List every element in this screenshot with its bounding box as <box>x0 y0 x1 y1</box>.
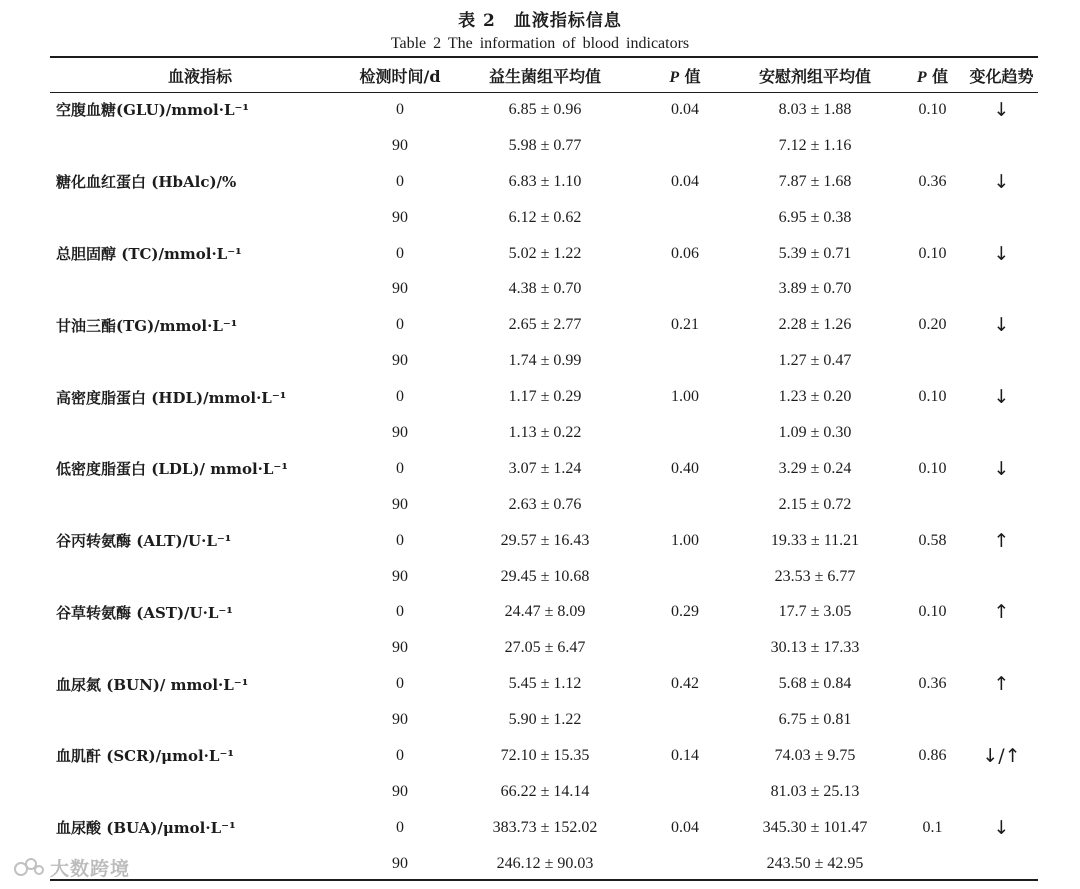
p-value-empty <box>640 200 730 236</box>
table-caption-cn: 表 2 血液指标信息 <box>458 11 622 31</box>
placebo-mean: 1.27 ± 0.47 <box>778 352 852 370</box>
p-value-empty <box>640 271 730 307</box>
trend-arrow: ↓ <box>993 98 1010 121</box>
trend-arrow: ↓ <box>993 170 1010 193</box>
probiotic-mean: 5.98 ± 0.77 <box>508 136 582 154</box>
trend-arrow: ↓ <box>993 816 1010 839</box>
p-value-empty <box>900 128 965 164</box>
probiotic-mean: 27.05 ± 6.47 <box>504 639 586 657</box>
indicator-name: 血尿氮 (BUN)/ mmol·L⁻¹ <box>56 675 249 694</box>
test-time: 90 <box>392 352 408 370</box>
placebo-mean: 23.53 ± 6.77 <box>774 567 856 585</box>
table-caption-en: Table 2 The information of blood indicators <box>390 35 690 52</box>
probiotic-mean: 72.10 ± 15.35 <box>500 746 590 764</box>
p-value-probiotic: 0.06 <box>671 244 699 262</box>
p-value-probiotic: 0.04 <box>671 172 699 190</box>
p-value-empty <box>640 415 730 451</box>
table-row <box>50 164 1038 200</box>
probiotic-mean: 246.12 ± 90.03 <box>496 854 594 872</box>
p-value-empty <box>900 630 965 666</box>
trend-empty <box>965 702 1038 738</box>
indicator-name-empty <box>50 200 350 236</box>
placebo-mean: 345.30 ± 101.47 <box>762 818 868 836</box>
trend-empty <box>965 128 1038 164</box>
p-value-empty <box>900 487 965 523</box>
trend-arrow: ↓ <box>993 386 1010 409</box>
p-value-empty <box>640 774 730 810</box>
probiotic-mean: 5.90 ± 1.22 <box>508 711 582 729</box>
indicator-name-empty <box>50 774 350 810</box>
indicator-name-empty <box>50 630 350 666</box>
trend-empty <box>965 487 1038 523</box>
probiotic-mean: 24.47 ± 8.09 <box>504 603 586 621</box>
brand-logo-icon <box>12 854 46 880</box>
table-row <box>50 630 1038 666</box>
p-value-placebo: 0.20 <box>918 316 947 334</box>
indicator-name-empty <box>50 702 350 738</box>
placebo-mean: 1.09 ± 0.30 <box>778 423 852 441</box>
indicator-name-empty <box>50 271 350 307</box>
p-value-empty <box>900 200 965 236</box>
table-row <box>50 810 1038 846</box>
p-value-empty <box>900 271 965 307</box>
table-row <box>50 128 1038 164</box>
header-trend: 变化趋势 <box>969 66 1034 86</box>
probiotic-mean: 6.12 ± 0.62 <box>508 208 582 226</box>
placebo-mean: 5.68 ± 0.84 <box>778 675 852 693</box>
placebo-mean: 1.23 ± 0.20 <box>778 388 852 406</box>
test-time: 90 <box>392 423 408 441</box>
indicator-name: 总胆固醇 (TC)/mmol·L⁻¹ <box>56 245 242 263</box>
indicator-name-empty <box>50 128 350 164</box>
table-row <box>50 523 1038 559</box>
test-time: 90 <box>392 711 408 729</box>
indicator-name: 高密度脂蛋白 (HDL)/mmol·L⁻¹ <box>56 388 287 407</box>
placebo-mean: 7.12 ± 1.16 <box>778 136 852 154</box>
placebo-mean: 74.03 ± 9.75 <box>774 746 856 764</box>
test-time: 0 <box>396 100 404 118</box>
table-row <box>50 487 1038 523</box>
indicator-name: 血尿酸 (BUA)/μmol·L⁻¹ <box>56 819 236 838</box>
table-row <box>50 666 1038 702</box>
p-value-probiotic: 0.21 <box>671 316 699 334</box>
test-time: 0 <box>396 172 404 190</box>
probiotic-mean: 5.45 ± 1.12 <box>508 675 582 693</box>
p-value-empty <box>900 415 965 451</box>
p-value-probiotic: 1.00 <box>671 531 699 549</box>
trend-arrow: ↑ <box>993 673 1010 696</box>
trend-empty <box>965 343 1038 379</box>
watermark <box>12 852 130 882</box>
p-value-placebo: 0.86 <box>918 746 947 764</box>
p-value-empty <box>900 343 965 379</box>
test-time: 90 <box>392 280 408 298</box>
test-time: 90 <box>392 639 408 657</box>
p-value-empty <box>640 702 730 738</box>
placebo-mean: 2.28 ± 1.26 <box>778 316 852 334</box>
p-value-empty <box>640 487 730 523</box>
table-row <box>50 846 1038 882</box>
table-row <box>50 236 1038 272</box>
probiotic-mean: 29.45 ± 10.68 <box>500 567 590 585</box>
probiotic-mean: 2.63 ± 0.76 <box>508 495 582 513</box>
indicator-name-empty <box>50 343 350 379</box>
trend-empty <box>965 415 1038 451</box>
header-test-time: 检测时间/d <box>359 66 441 86</box>
trend-empty <box>965 630 1038 666</box>
test-time: 0 <box>396 459 404 477</box>
table-body <box>50 92 1038 882</box>
probiotic-mean: 1.74 ± 0.99 <box>508 352 582 370</box>
placebo-mean: 2.15 ± 0.72 <box>778 495 852 513</box>
table-row <box>50 92 1038 128</box>
p-label: 值 <box>679 66 701 86</box>
header-placebo-mean: 安慰剂组平均值 <box>758 66 871 86</box>
placebo-mean: 5.39 ± 0.71 <box>778 244 852 262</box>
p-value-probiotic: 0.42 <box>671 675 699 693</box>
table-header-row <box>50 58 1038 92</box>
probiotic-mean: 1.17 ± 0.29 <box>508 388 582 406</box>
trend-empty <box>965 559 1038 595</box>
probiotic-mean: 29.57 ± 16.43 <box>500 531 590 549</box>
probiotic-mean: 383.73 ± 152.02 <box>492 818 598 836</box>
indicator-name: 甘油三酯(TG)/mmol·L⁻¹ <box>56 316 238 335</box>
indicator-name: 谷草转氨酶 (AST)/U·L⁻¹ <box>56 603 233 622</box>
p-value-empty <box>900 559 965 595</box>
table-row <box>50 594 1038 630</box>
p-value-probiotic: 0.04 <box>671 100 699 118</box>
placebo-mean: 81.03 ± 25.13 <box>770 782 860 800</box>
test-time: 0 <box>396 244 404 262</box>
probiotic-mean: 2.65 ± 2.77 <box>508 316 582 334</box>
watermark-text: 大数跨境 <box>50 857 131 880</box>
trend-empty <box>965 271 1038 307</box>
p-value-placebo: 0.36 <box>918 675 947 693</box>
indicator-name: 血肌酐 (SCR)/μmol·L⁻¹ <box>56 747 234 766</box>
p-value-placebo: 0.10 <box>918 459 947 477</box>
trend-empty <box>965 774 1038 810</box>
test-time: 0 <box>396 746 404 764</box>
p-value-empty <box>900 846 965 882</box>
trend-arrow: ↓ <box>993 314 1010 337</box>
p-value-probiotic: 1.00 <box>671 388 699 406</box>
probiotic-mean: 66.22 ± 14.14 <box>500 782 590 800</box>
table-row <box>50 774 1038 810</box>
placebo-mean: 7.87 ± 1.68 <box>778 172 852 190</box>
p-value-empty <box>640 630 730 666</box>
p-value-probiotic: 0.29 <box>671 603 699 621</box>
trend-arrow: ↓/↑ <box>982 744 1021 767</box>
table-row <box>50 559 1038 595</box>
indicator-name: 谷丙转氨酶 (ALT)/U·L⁻¹ <box>56 532 232 551</box>
test-time: 0 <box>396 531 404 549</box>
placebo-mean: 30.13 ± 17.33 <box>770 639 860 657</box>
p-letter: P <box>669 68 680 86</box>
placebo-mean: 6.95 ± 0.38 <box>778 208 852 226</box>
trend-arrow: ↑ <box>993 529 1010 552</box>
p-value-placebo: 0.58 <box>918 531 947 549</box>
p-value-empty <box>900 702 965 738</box>
p-value-placebo: 0.10 <box>918 100 947 118</box>
p-value-placebo: 0.10 <box>918 388 947 406</box>
p-value-placebo: 0.10 <box>918 244 947 262</box>
indicator-name-empty <box>50 559 350 595</box>
p-label: 值 <box>926 66 949 86</box>
test-time: 0 <box>396 818 404 836</box>
p-value-probiotic: 0.40 <box>671 459 699 477</box>
test-time: 90 <box>392 208 408 226</box>
p-value-probiotic: 0.04 <box>671 818 699 836</box>
probiotic-mean: 6.85 ± 0.96 <box>508 100 582 118</box>
blood-indicators-table <box>50 58 1038 882</box>
table-row <box>50 738 1038 774</box>
test-time: 90 <box>392 854 408 872</box>
test-time: 0 <box>396 388 404 406</box>
probiotic-mean: 4.38 ± 0.70 <box>508 280 582 298</box>
p-value-placebo: 0.36 <box>918 172 947 190</box>
placebo-mean: 243.50 ± 42.95 <box>766 854 864 872</box>
placebo-mean: 6.75 ± 0.81 <box>778 711 852 729</box>
indicator-name: 低密度脂蛋白 (LDL)/ mmol·L⁻¹ <box>56 460 288 479</box>
placebo-mean: 8.03 ± 1.88 <box>778 100 852 118</box>
test-time: 90 <box>392 136 408 154</box>
table-row <box>50 379 1038 415</box>
probiotic-mean: 3.07 ± 1.24 <box>508 459 582 477</box>
probiotic-mean: 5.02 ± 1.22 <box>508 244 582 262</box>
trend-arrow: ↓ <box>993 242 1010 265</box>
p-letter: P <box>916 68 927 86</box>
table-row <box>50 702 1038 738</box>
trend-arrow: ↑ <box>993 601 1010 624</box>
probiotic-mean: 6.83 ± 1.10 <box>508 172 582 190</box>
p-value-empty <box>640 559 730 595</box>
p-value-placebo: 0.1 <box>922 818 943 836</box>
trend-empty <box>965 200 1038 236</box>
table-row <box>50 343 1038 379</box>
p-value-empty <box>640 846 730 882</box>
test-time: 0 <box>396 316 404 334</box>
table-row <box>50 415 1038 451</box>
table-row <box>50 271 1038 307</box>
placebo-mean: 17.7 ± 3.05 <box>778 603 852 621</box>
trend-empty <box>965 846 1038 882</box>
table-row <box>50 451 1038 487</box>
p-value-empty <box>900 774 965 810</box>
header-p-value-probiotic <box>640 58 730 92</box>
indicator-name-empty <box>50 415 350 451</box>
probiotic-mean: 1.13 ± 0.22 <box>508 423 582 441</box>
test-time: 0 <box>396 675 404 693</box>
header-p-value-placebo <box>900 58 965 92</box>
indicator-name-empty <box>50 487 350 523</box>
placebo-mean: 3.89 ± 0.70 <box>778 280 852 298</box>
header-indicator: 血液指标 <box>167 66 232 86</box>
test-time: 90 <box>392 495 408 513</box>
indicator-name: 糖化血红蛋白 (HbAlc)/% <box>56 173 237 192</box>
header-probiotic-mean: 益生菌组平均值 <box>488 66 601 86</box>
placebo-mean: 19.33 ± 11.21 <box>770 531 860 549</box>
table-row <box>50 200 1038 236</box>
p-value-probiotic: 0.14 <box>671 746 699 764</box>
p-value-empty <box>640 128 730 164</box>
test-time: 0 <box>396 603 404 621</box>
test-time: 90 <box>392 782 408 800</box>
placebo-mean: 3.29 ± 0.24 <box>778 459 852 477</box>
indicator-name: 空腹血糖(GLU)/mmol·L⁻¹ <box>56 101 249 120</box>
trend-arrow: ↓ <box>993 457 1010 480</box>
p-value-placebo: 0.10 <box>918 603 947 621</box>
test-time: 90 <box>392 567 408 585</box>
p-value-empty <box>640 343 730 379</box>
table-row <box>50 307 1038 343</box>
